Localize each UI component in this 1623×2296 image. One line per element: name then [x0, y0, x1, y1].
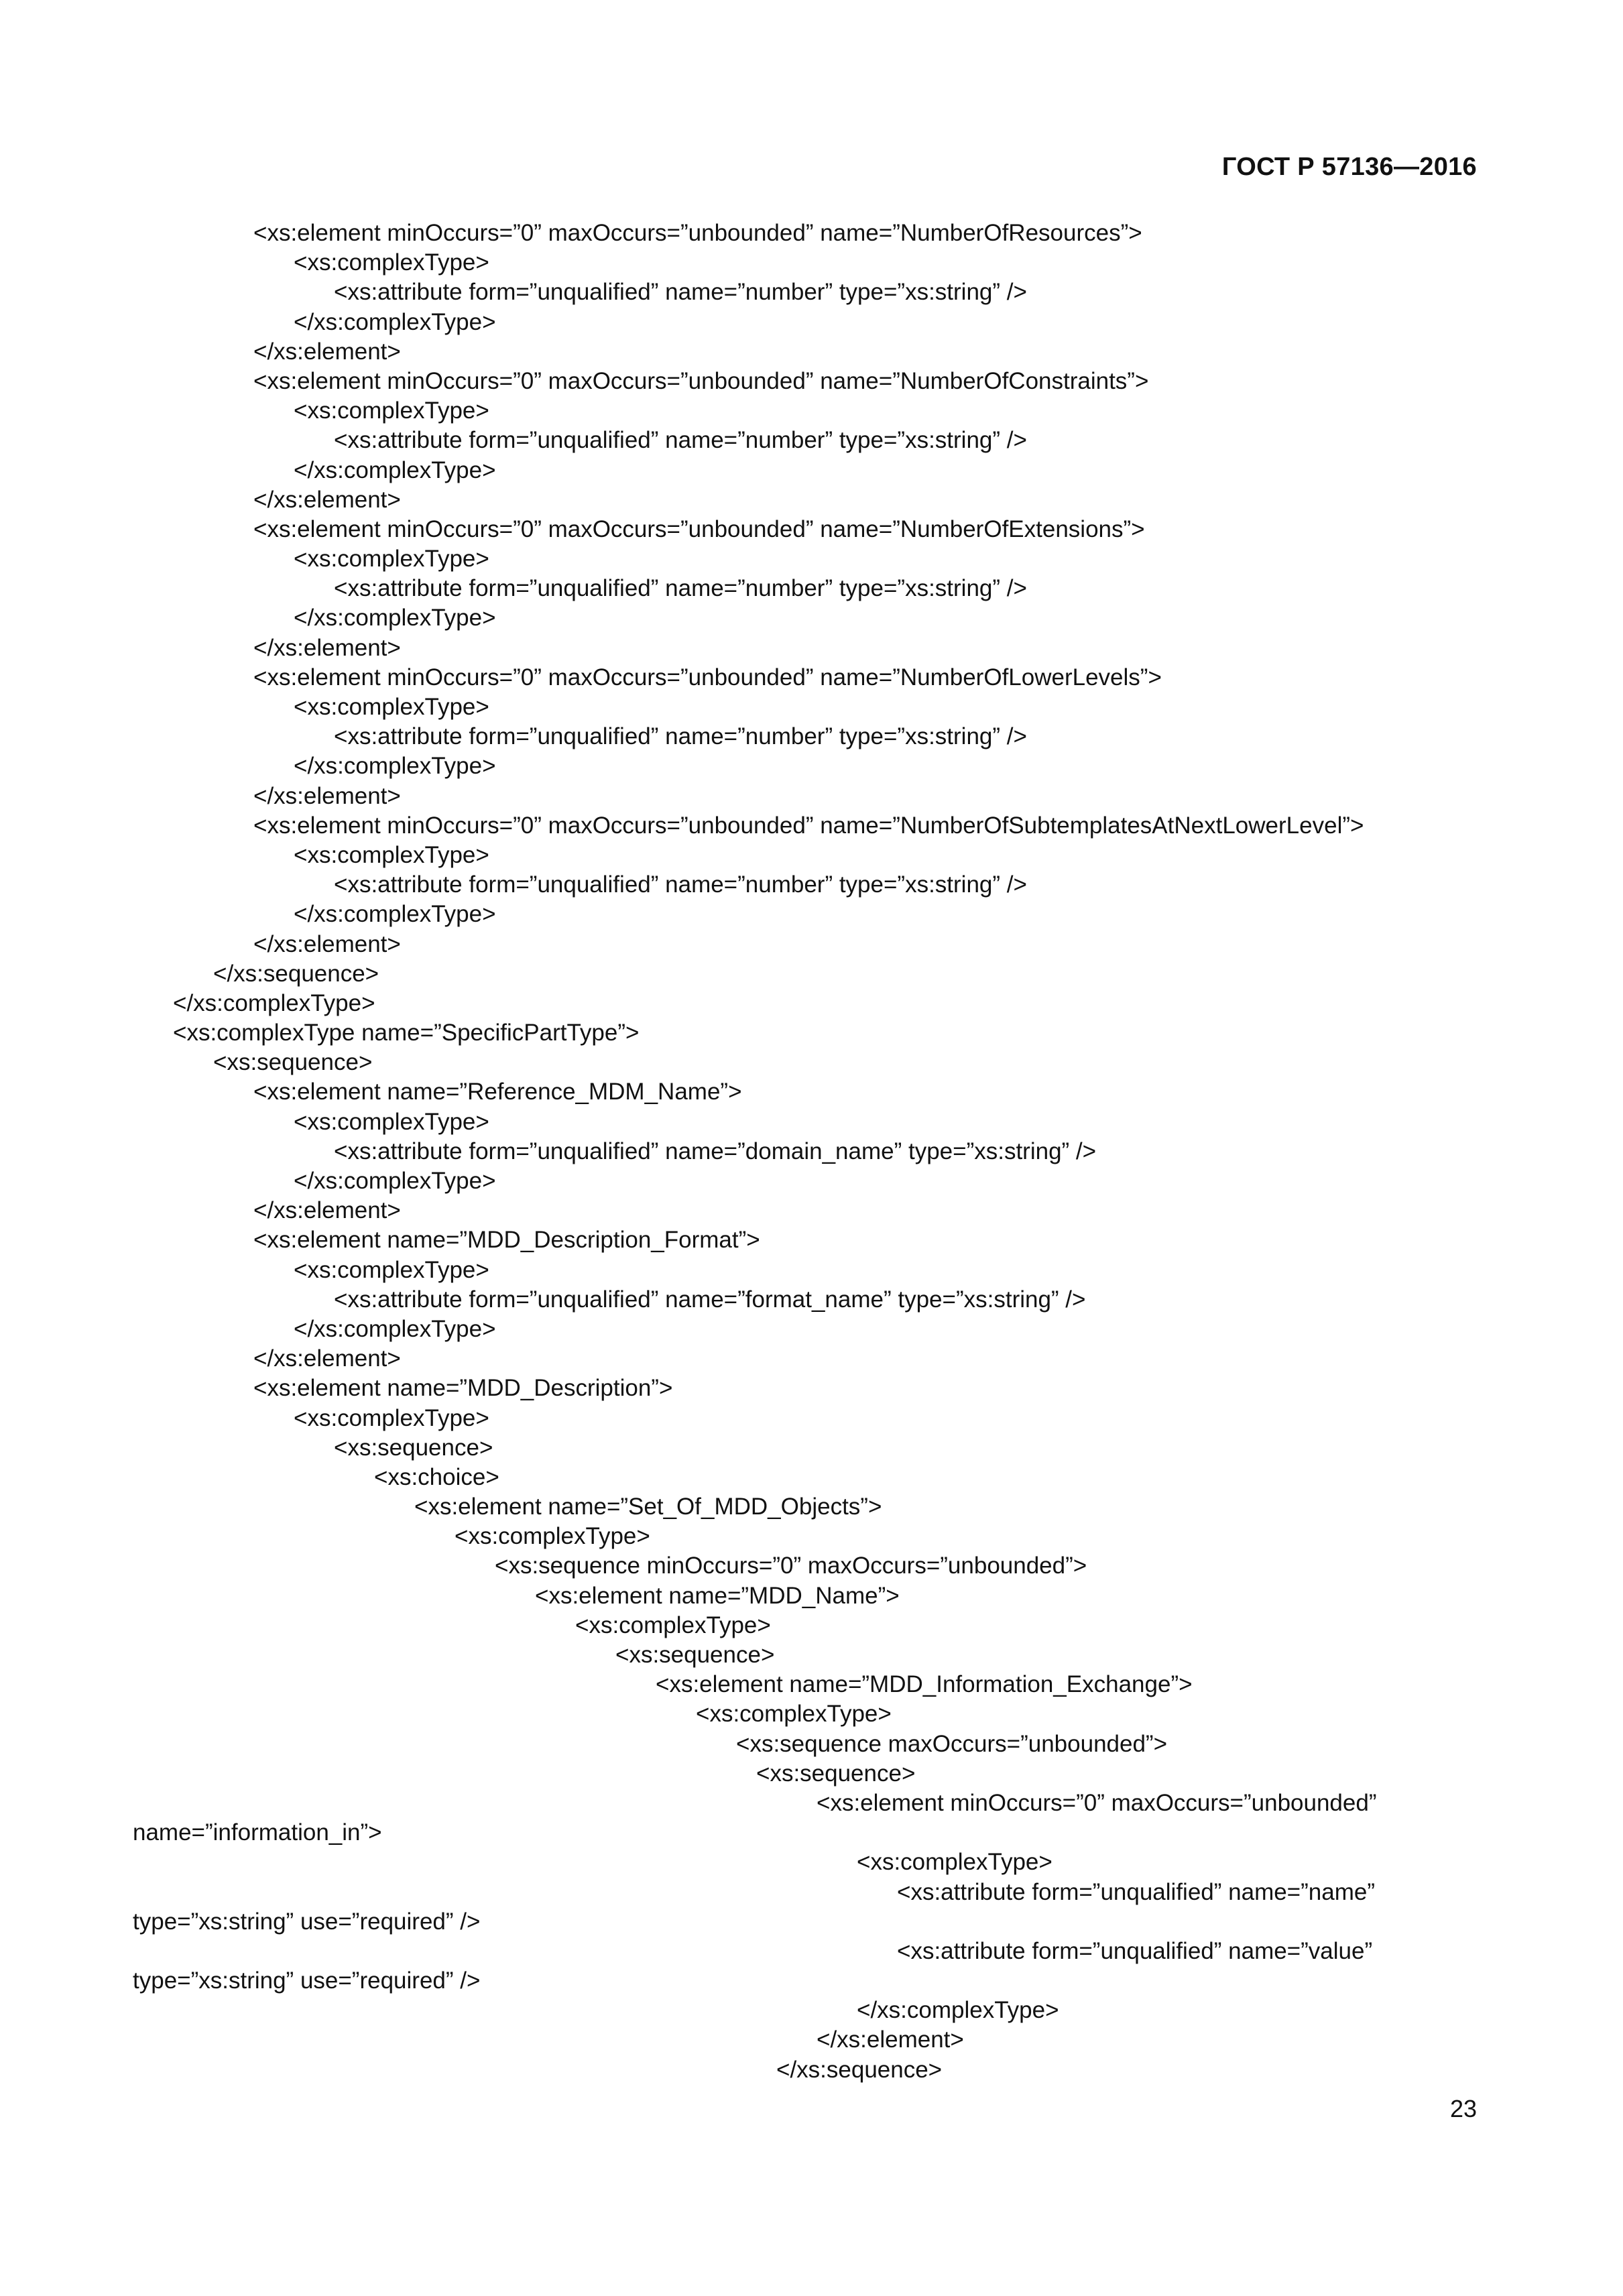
code-line: <xs:attribute form=”unqualified” name=”number” type=”xs:string” /> [334, 723, 1027, 750]
code-line: <xs:choice> [374, 1463, 499, 1490]
code-line: </xs:complexType> [173, 989, 375, 1016]
code-line: </xs:complexType> [294, 308, 496, 335]
code-line: <xs:element minOccurs=”0” maxOccurs=”unbounded” name=”NumberOfSubtemplatesAtNextLowerLevel”> [253, 812, 1364, 839]
code-line: <xs:complexType> [455, 1523, 650, 1550]
code-line: <xs:complexType> [294, 841, 489, 868]
code-line: <xs:complexType> [294, 1404, 489, 1431]
code-line: </xs:sequence> [213, 960, 379, 987]
code-line: </xs:complexType> [857, 1997, 1059, 2024]
xml-schema-listing [0, 219, 1623, 2085]
code-line: type=”xs:string” use=”required” /> [133, 1968, 481, 1994]
code-line: <xs:sequence minOccurs=”0” maxOccurs=”unbounded”> [495, 1553, 1087, 1579]
code-line: <xs:complexType> [575, 1612, 771, 1638]
code-line: <xs:element minOccurs=”0” maxOccurs=”unbounded” name=”NumberOfConstraints”> [253, 367, 1149, 394]
code-line: <xs:complexType name=”SpecificPartType”> [173, 1020, 640, 1046]
code-line: <xs:element name=”Set_Of_MDD_Objects”> [414, 1494, 882, 1520]
code-line: </xs:complexType> [294, 605, 496, 631]
code-line: <xs:attribute form=”unqualified” name=”format_name” type=”xs:string” /> [334, 1286, 1086, 1313]
code-line: </xs:complexType> [294, 901, 496, 928]
code-line: <xs:sequence> [756, 1760, 916, 1787]
code-line: </xs:element> [253, 930, 401, 957]
code-line: <xs:element name=”Reference_MDM_Name”> [253, 1079, 742, 1105]
code-line: <xs:complexType> [294, 398, 489, 424]
code-line: <xs:complexType> [696, 1701, 892, 1728]
code-line: <xs:complexType> [294, 1256, 489, 1283]
code-line: </xs:complexType> [294, 457, 496, 483]
code-line: <xs:sequence> [213, 1049, 373, 1076]
code-line: </xs:element> [817, 2027, 964, 2053]
code-line: <xs:attribute form=”unqualified” name=”name” [897, 1878, 1375, 1905]
code-line: <xs:element name=”MDD_Name”> [535, 1582, 900, 1609]
code-line: <xs:attribute form=”unqualified” name=”number” type=”xs:string” /> [334, 427, 1027, 454]
code-line: <xs:element name=”MDD_Description”> [253, 1375, 673, 1402]
code-line: <xs:complexType> [294, 546, 489, 572]
code-line: </xs:sequence> [776, 2056, 943, 2083]
code-line: </xs:element> [253, 486, 401, 513]
code-line: <xs:attribute form=”unqualified” name=”domain_name” type=”xs:string” /> [334, 1138, 1097, 1164]
code-line: <xs:element minOccurs=”0” maxOccurs=”unbounded” name=”NumberOfExtensions”> [253, 516, 1145, 542]
document-standard-id: ГОСТ Р 57136—2016 [1221, 153, 1477, 181]
code-line: <xs:element minOccurs=”0” maxOccurs=”unbounded” name=”NumberOfResources”> [253, 220, 1142, 246]
code-line: </xs:element> [253, 1197, 401, 1224]
code-line: <xs:attribute form=”unqualified” name=”value” [897, 1937, 1373, 1964]
code-line: <xs:complexType> [294, 1108, 489, 1135]
code-line: </xs:complexType> [294, 1315, 496, 1342]
code-line: name=”information_in”> [133, 1819, 382, 1846]
code-line: <xs:element minOccurs=”0” maxOccurs=”unbounded” [817, 1789, 1377, 1816]
code-line: </xs:element> [253, 1345, 401, 1372]
code-line: <xs:attribute form=”unqualified” name=”number” type=”xs:string” /> [334, 575, 1027, 602]
page-number: 23 [1449, 2095, 1477, 2122]
code-line: <xs:sequence> [334, 1434, 493, 1461]
code-line: </xs:element> [253, 634, 401, 661]
code-line: type=”xs:string” use=”required” /> [133, 1908, 481, 1935]
code-line: </xs:element> [253, 782, 401, 809]
code-line: <xs:element name=”MDD_Description_Format”> [253, 1227, 760, 1254]
code-line: </xs:complexType> [294, 1168, 496, 1194]
code-line: </xs:element> [253, 338, 401, 365]
code-line: <xs:attribute form=”unqualified” name=”number” type=”xs:string” /> [334, 279, 1027, 306]
code-line: <xs:complexType> [294, 249, 489, 276]
code-line: <xs:element minOccurs=”0” maxOccurs=”unbounded” name=”NumberOfLowerLevels”> [253, 664, 1162, 690]
code-line: <xs:attribute form=”unqualified” name=”number” type=”xs:string” /> [334, 871, 1027, 898]
code-line: <xs:sequence> [615, 1642, 775, 1668]
code-line: <xs:element name=”MDD_Information_Exchange”> [656, 1671, 1193, 1698]
code-line: <xs:complexType> [294, 694, 489, 720]
code-line: </xs:complexType> [294, 753, 496, 780]
code-line: <xs:complexType> [857, 1849, 1053, 1876]
code-line: <xs:sequence maxOccurs=”unbounded”> [736, 1730, 1168, 1757]
